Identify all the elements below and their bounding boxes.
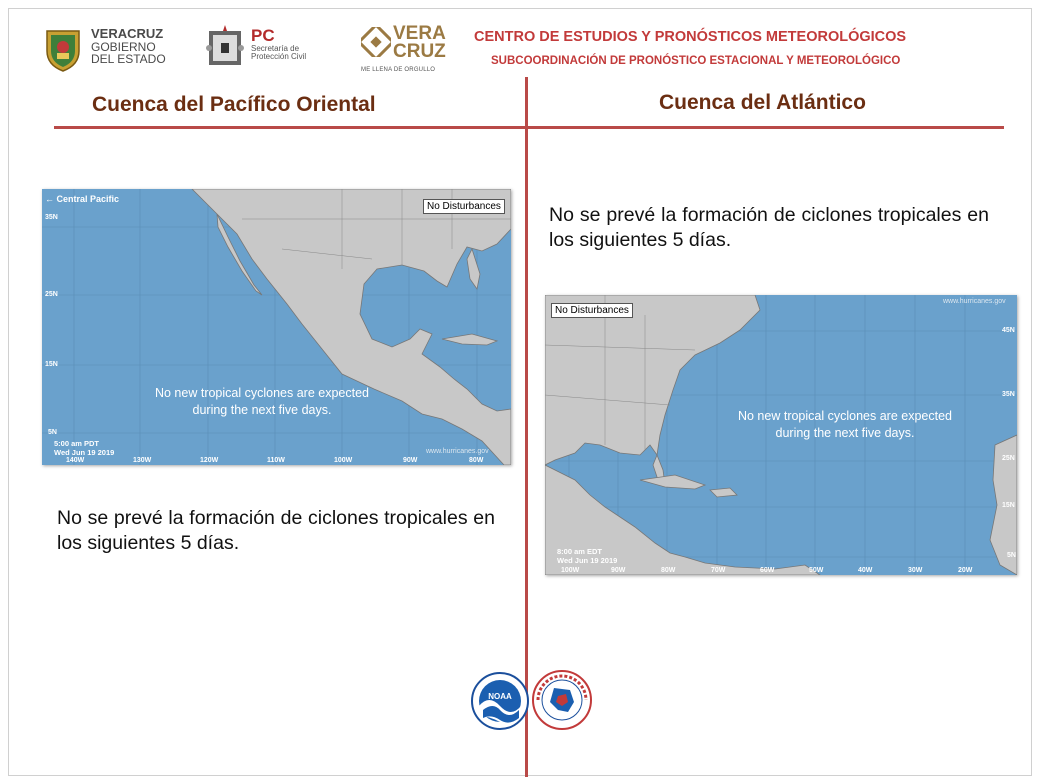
cuba-land [442,334,497,345]
atlantic-outlook-map [545,295,1017,575]
pc-label: PC [251,26,275,45]
proteccion-civil-logo [203,21,323,77]
lat-label: 25N [1002,455,1015,462]
vera-label: VERA [393,23,446,44]
atlantic-heading: Cuenca del Atlántico [659,91,866,114]
lat-label: 5N [48,429,57,436]
lon-label: 130W [133,457,152,464]
lat-label: 15N [1002,502,1015,509]
pacific-forecast-text: No se prevé la formación de ciclones tropicales en los siguientes 5 días. [57,507,495,554]
pacific-map-timestamp [54,439,114,457]
lon-label: 60W [760,567,775,574]
pacific-msg-line2: during the next five days. [192,403,332,417]
atlantic-msg-line1: No new tropical cyclones are expected [737,409,952,423]
lat-label: 25N [45,291,58,298]
pacific-outlook-map [42,189,511,465]
lat-label: 35N [1002,391,1015,398]
veracruz-brand-logo [361,23,461,79]
atlantic-time-line1: 8:00 am EDT [557,547,603,556]
lon-label: 70W [711,567,726,574]
lon-label: 30W [908,567,923,574]
hispaniola-land [710,488,737,497]
atlantic-msg-line2: during the next five days. [775,426,915,440]
brand-pattern-icon [361,27,391,57]
brand-tagline: ME LLENA DE ORGULLO [361,67,436,73]
lat-label: 45N [1002,327,1015,334]
lon-label: 80W [661,567,676,574]
lon-label: 100W [561,567,580,574]
lon-label: 110W [267,457,285,464]
noaa-label: NOAA [488,692,512,701]
pacific-msg-line1: No new tropical cyclones are expected [154,386,369,400]
lon-label: 50W [809,567,824,574]
lon-label: 140W [66,457,85,464]
gobierno-label: GOBIERNO [91,39,156,54]
lon-label: 100W [334,457,353,464]
national-weather-service-logo [532,670,592,730]
lon-label: 80W [469,457,484,464]
atlantic-map-source: www.hurricanes.gov [943,298,1006,305]
center-title: CENTRO DE ESTUDIOS Y PRONÓSTICOS METEOROLÓGICOS [474,29,907,45]
slide [8,8,1032,776]
pacific-time-line1: 5:00 am PDT [54,439,100,448]
lon-label: 20W [958,567,973,574]
cruz-label: CRUZ [393,41,446,63]
central-pacific-link[interactable]: ← Central Pacific [45,194,120,204]
pacific-basemap [42,189,511,465]
atlantic-forecast-text: No se prevé la formación de ciclones tropicales en los siguientes 5 días. [549,204,989,251]
veracruz-gobierno-logo [39,23,179,75]
atlantic-map-timestamp [557,547,617,565]
lat-label: 5N [1007,552,1016,559]
noaa-logo [471,672,529,730]
lon-label: 90W [403,457,418,464]
lon-label: 90W [611,567,626,574]
pc-emblem-icon [203,23,247,73]
pacific-map-message [112,385,412,419]
florida-land [467,249,480,289]
center-subtitle: SUBCOORDINACIÓN DE PRONÓSTICO ESTACIONAL Y METEOROLÓGICO [491,55,901,67]
coat-of-arms-icon [39,25,87,73]
atlantic-map-message [705,408,985,442]
pacific-heading: Cuenca del Pacífico Oriental [92,93,376,116]
lat-label: 35N [45,214,58,221]
north-america-land [192,189,511,465]
atlantic-no-disturbances-badge: No Disturbances [551,303,633,318]
pc-secretaria-label: Secretaría de [251,43,300,53]
lon-label: 40W [858,567,873,574]
horizontal-divider [54,126,1004,129]
pacific-time-line2: Wed Jun 19 2019 [54,448,115,457]
veracruz-label: VERACRUZ [91,26,164,41]
lon-label: 120W [200,457,219,464]
del-estado-label: DEL ESTADO [91,52,166,67]
pacific-map-source: www.hurricanes.gov [426,448,489,455]
pc-proteccion-label: Protección Civil [251,52,307,62]
lat-label: 15N [45,361,58,368]
atlantic-time-line2: Wed Jun 19 2019 [557,556,618,565]
pacific-no-disturbances-badge: No Disturbances [423,199,505,214]
cuba-land [640,475,705,489]
